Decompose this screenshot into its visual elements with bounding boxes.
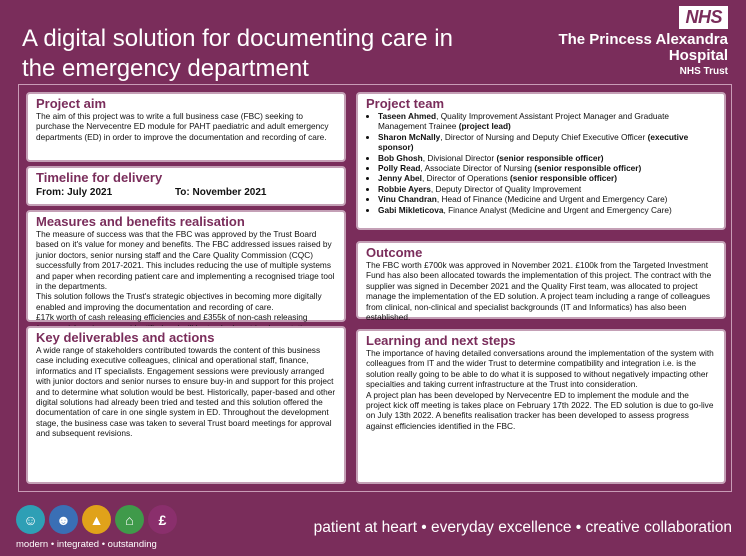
member-tag: (senior responsible officer): [534, 163, 642, 174]
people-icon: ☻: [49, 505, 78, 534]
values-tagline-left: modern • integrated • outstanding: [16, 539, 157, 550]
deliverables-heading: Key deliverables and actions: [36, 330, 215, 345]
member-tag: (project lead): [458, 121, 511, 132]
timeline-heading: Timeline for delivery: [36, 170, 163, 185]
project-team-panel: [356, 92, 726, 230]
team-member: [378, 184, 716, 194]
project-aim-heading: Project aim: [36, 96, 107, 111]
trust-name-line1: The Princess Alexandra: [558, 31, 728, 48]
learning-panel: [356, 329, 726, 484]
team-member: [378, 153, 716, 163]
team-list: [366, 111, 716, 215]
trust-name: [558, 32, 728, 80]
outcome-panel: [356, 241, 726, 323]
deliverables-text: A wide range of stakeholders contributed towards the content of this business case including executive colleagues, clinical and operational staff, finance, informatics and IT specialists. Engagement sessions were previously arranged with junior doctors and senior nurses to ensure buy-in and support for this project and to determine what solution would be best. Historically, paper-based and other digital solutions had already been tried and tested and this solution offered the documentation of care in one single system in ED. Throughout the development stage, the business case was taken to several Trust board meetings for approval and subsequent revisions.: [36, 345, 336, 439]
timeline-to: To: November 2021: [174, 187, 267, 198]
home-care-icon: ⌂: [115, 505, 144, 534]
member-name: Bob Ghosh: [378, 152, 423, 163]
member-role: , Deputy Director of Quality Improvement: [430, 183, 582, 194]
team-member: [378, 111, 716, 132]
member-tag: (senior responsible officer): [496, 152, 604, 163]
member-name: Vinu Chandran: [378, 194, 437, 205]
member-tag: (executive sponsor): [378, 131, 689, 153]
timeline-panel: [26, 166, 346, 206]
member-role: , Divisional Director: [422, 152, 497, 163]
member-role: , Head of Finance (Medicine and Urgent and Emergency Care): [436, 194, 668, 205]
trust-name-line2: Hospital: [668, 47, 728, 64]
learning-paragraph: A project plan has been developed by Nervecentre ED to implement the module and the project kick off meeting is takes place on February 17th 2022. The ED solution is due to go-live on July 13th 2022. A benefits realisation tracker has been developed to assess progress against efficiencies identified in the FBC.: [366, 389, 714, 431]
project-aim-panel: [26, 92, 346, 162]
poster-title: A digital solution for documenting care in the emergency department: [22, 25, 453, 83]
outcome-heading: Outcome: [366, 245, 423, 260]
member-name: Polly Read: [378, 163, 421, 174]
nhs-logo: NHS: [679, 6, 728, 29]
member-name: Sharon McNally: [378, 131, 441, 142]
learning-paragraph: The importance of having detailed conversations around the implementation of the system with colleagues from IT and the wider Trust to determine compatibility and integration i.e. is the solution really going to be able to do what it is supposed to without negatively impacting other specialties and taking current infrastructure at the Trust into consideration.: [366, 348, 714, 390]
measures-heading: Measures and benefits realisation: [36, 214, 245, 229]
member-name: Robbie Ayers: [378, 183, 431, 194]
patient-icon: ☺: [16, 505, 45, 534]
measures-paragraph: This solution follows the Trust's strategic objectives in becoming more digitally enabled and improving the documentation and recording of care.: [36, 291, 322, 312]
growth-chart-icon: ▲: [82, 505, 111, 534]
member-tag: (senior responsible officer): [510, 173, 618, 184]
values-tagline-right: patient at heart • everyday excellence • creative collaboration: [313, 519, 732, 536]
team-member: [378, 163, 716, 173]
deliverables-panel: [26, 326, 346, 484]
member-name: Gabi Mikleticova: [378, 204, 444, 215]
member-role: , Finance Analyst (Medicine and Urgent and Emergency Care): [443, 204, 672, 215]
team-member: [378, 194, 716, 204]
measures-paragraph: £17k worth of cash releasing efficiencies and £355k of non-cash releasing: [36, 312, 308, 323]
member-role: , Director of Nursing and Deputy Chief Executive Officer: [440, 131, 648, 142]
project-team-heading: Project team: [366, 96, 445, 111]
measures-panel: [26, 210, 346, 322]
team-member: [378, 205, 716, 215]
timeline-from: From: July 2021: [36, 187, 113, 198]
member-role: , Associate Director of Nursing: [420, 163, 535, 174]
project-aim-text: The aim of this project was to write a full business case (FBC) seeking to purchase the Nervecentre ED module for PAHT paediatric and adult emergency departments (ED) in order to improve the documentation and recording of care.: [36, 111, 329, 142]
member-role: , Director of Operations: [421, 173, 511, 184]
measures-paragraph: The measure of success was that the FBC was approved by the Trust Board based on it's value for money and benefits. The FBC addressed issues raised by junior doctors, senior nursing staff and the Care Quality Commission (CQC) successfully from 2017-2021. This includes reducing the use of multiple systems and paper when recording patient care and implementing a recognised triage tool in the departments.: [36, 229, 335, 292]
member-role: , Quality Improvement Assistant Project Manager and Graduate Management Trainee: [378, 111, 669, 132]
trust-name-line3: NHS Trust: [679, 66, 728, 77]
team-member: [378, 173, 716, 183]
learning-heading: Learning and next steps: [366, 333, 516, 348]
pound-icon: £: [148, 505, 177, 534]
member-name: Taseen Ahmed: [378, 111, 437, 121]
team-member: [378, 132, 716, 153]
member-name: Jenny Abel: [378, 173, 422, 184]
values-icons: [16, 505, 177, 534]
outcome-text: The FBC worth £700k was approved in November 2021. £100k from the Targeted Investment Fund has also been allocated towards the implementation of this project. The contract with the supplier was signed in December 2021 and the Quality First team, was allocated to project manage the implementation of the ED solution. A project team including a range of colleagues from clinical, non-clinical and specialist backgrounds (IT and Informatics) has also been established.: [366, 260, 712, 323]
